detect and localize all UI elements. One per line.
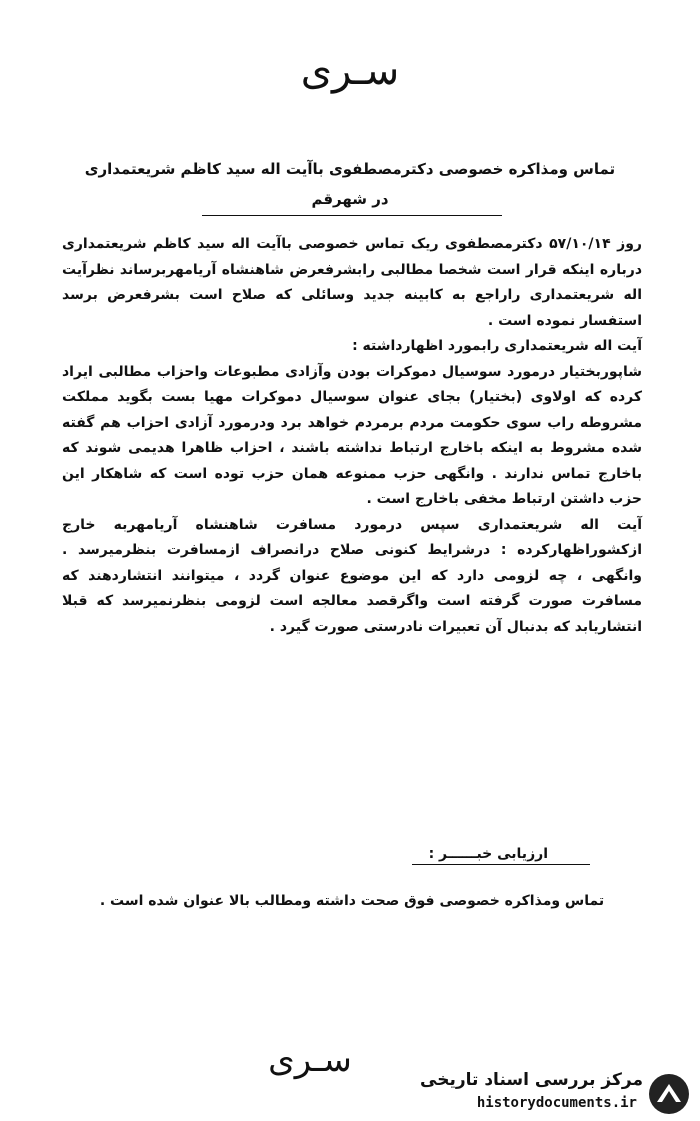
watermark-url: historydocuments.ir (476, 1095, 637, 1111)
review-label: ارزیابی خبــــــر : (428, 846, 548, 862)
classification-stamp-bottom: سـری (268, 1040, 352, 1080)
archive-logo-icon (647, 1072, 691, 1116)
intro-paragraph: روز ۵۷/۱۰/۱۴ دکترمصطفوی ریک تماس خصوصی باآیت اله سید کاظم شریعتمداری درباره اینکه قرار است شخصا مطالبی رابشرفعرض شاهنشاه آریامهربرساند نظرآیت اله شریعتمداری راراجع به کابینه جدید وسائلی که صلاح است بشرفعرض برسد استفسار نموده است . (62, 236, 642, 329)
body-paragraph-1: شاپوربختیار درمورد سوسیال دموکرات بودن وآزادی مطبوعات واحزاب مطالبی ایراد کرده که اولاوی (بختیار) بجای عنوان سوسیال دموکرات مهیا بست بگوید مملکت مشروطه راب سوی حکومت مردم برمردم خواهد برد ودرمورد آزادی احزاب هم گفته شده مشروط به اینکه باخارج ارتباط نداشته باشند ، احزاب ظاهرا هدیمی شوند که باخارج تماس ندارند . وانگهی حزب ممنوعه همان حزب توده است که شاهکار این حزب داشتن ارتباط مخفی باخارج است . (62, 363, 642, 507)
classification-stamp-top: سـری (300, 48, 400, 94)
section-heading: آیت اله شریعتمداری رابمورد اظهارداشته : (352, 338, 642, 354)
review-underline (412, 864, 590, 865)
document-body (62, 232, 642, 640)
title-underline (202, 215, 502, 216)
watermark (405, 1066, 695, 1118)
review-text: تماس ومذاکره خصوصی فوق صحت داشته ومطالب بالا عنوان شده است . (99, 893, 605, 909)
document-title: تماس ومذاکره خصوصی دکترمصطفوی باآیت اله سید کاظم شریعتمداری (84, 160, 616, 178)
document-subtitle: در شهرقم (311, 190, 389, 208)
watermark-name: مرکز بررسی اسناد تاریخی (420, 1070, 643, 1090)
body-paragraph-2: آیت اله شریعتمداری سپس درمورد مسافرت شاهنشاه آریامهربه خارج ازکشوراظهارکرده : درشرایط کنونی صلاح درانصراف ازمسافرت بنظرمیرسد . وانگهی ، چه لزومی دارد که این موضوع عنوان گردد ، میتوانند انتشاردهند که مسافرت صورت گرفته است واگرقصد معالجه است لزومی بنظرنمیرسد که قبلا انتشاریابد که بدنبال آن تعبیرات نادرستی صورت گیرد . (62, 516, 642, 635)
